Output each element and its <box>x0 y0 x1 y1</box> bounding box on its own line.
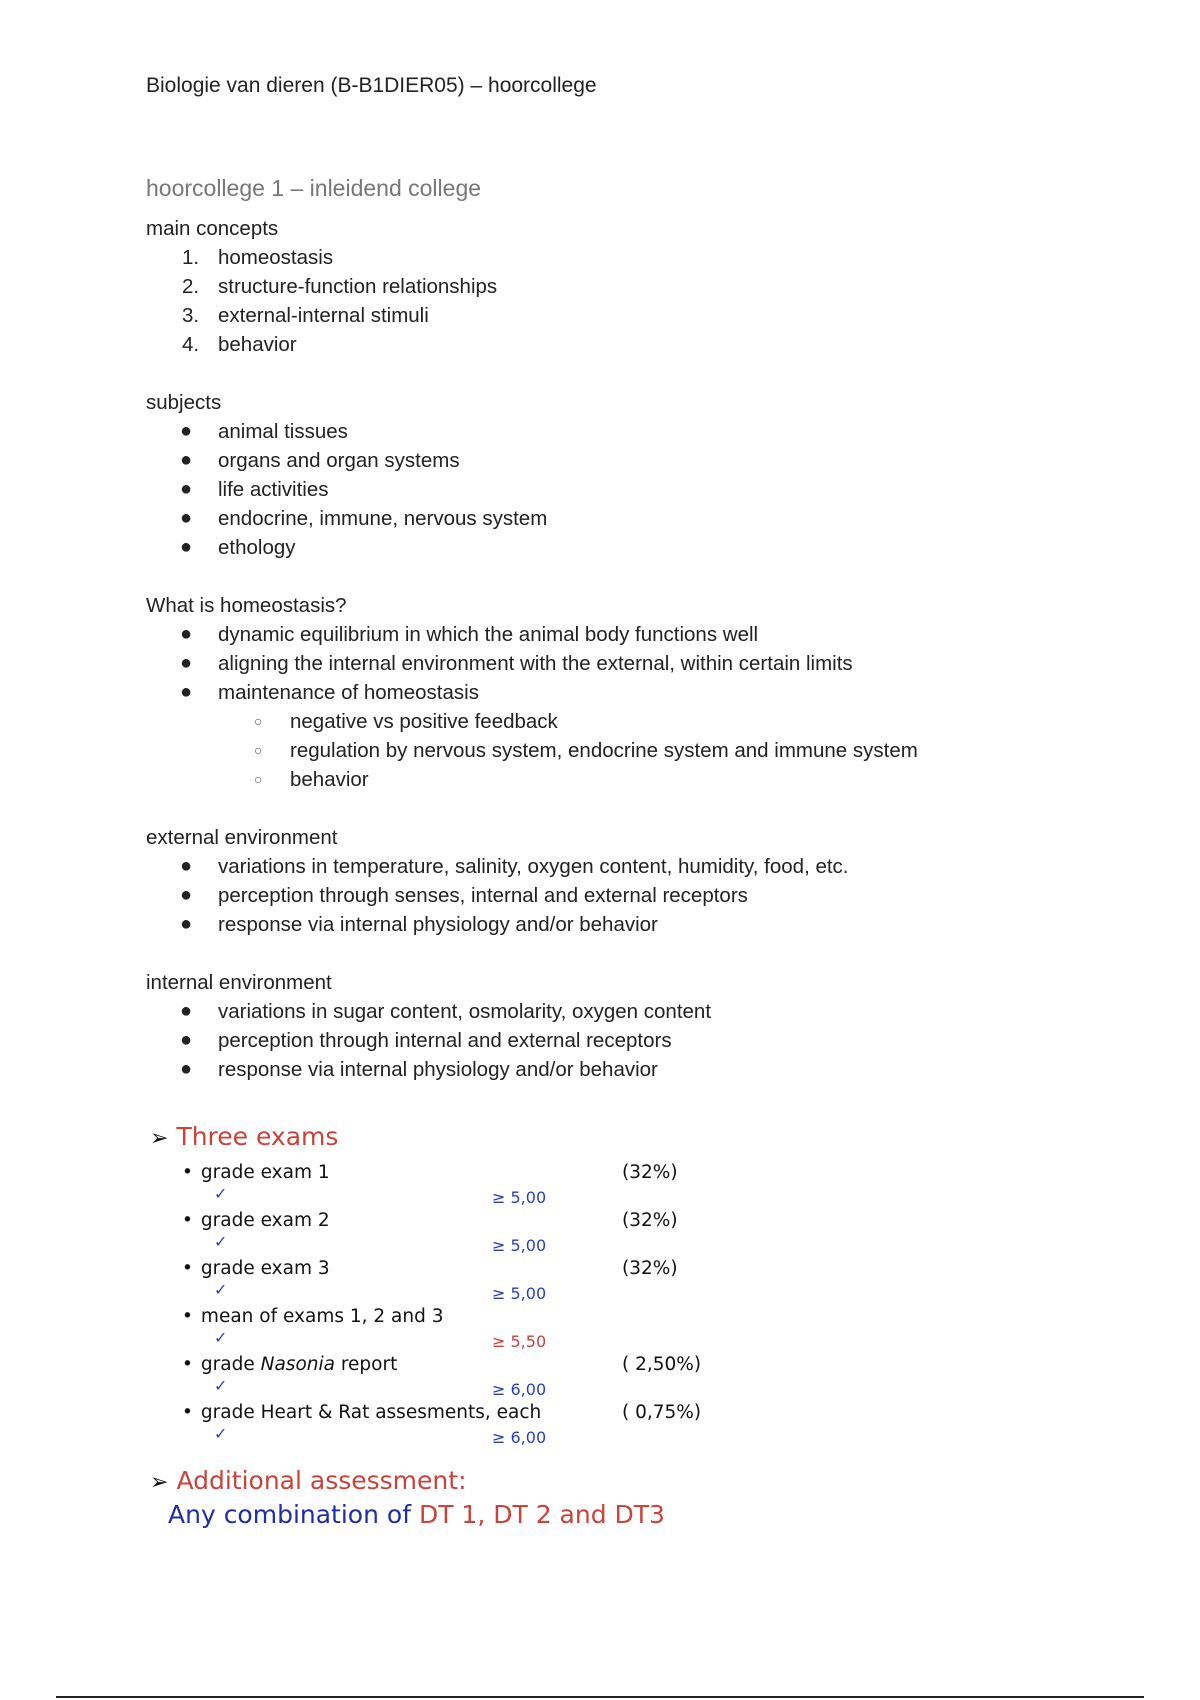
exam-row: • grade exam 1 (32%) <box>182 1162 678 1183</box>
numbered-list <box>146 243 1126 359</box>
bullet-list <box>146 417 1126 562</box>
internal-environment-section <box>146 968 1126 1084</box>
section-heading: main concepts <box>146 217 279 240</box>
main-concepts-section <box>146 214 1126 359</box>
list-item: ● animal tissues <box>146 417 1126 446</box>
circle-bullet-icon: ○ <box>254 713 263 729</box>
bullet-icon: ● <box>180 681 193 703</box>
bullet-icon: ● <box>180 652 193 674</box>
circle-bullet-icon: ○ <box>254 742 263 758</box>
exam-row: • grade Nasonia report ( 2,50%) <box>182 1354 702 1375</box>
bullet-list <box>146 620 1126 707</box>
sub-list-item: ○ negative vs positive feedback <box>146 707 1126 736</box>
threshold-value: ≥ 5,00 <box>492 1284 547 1303</box>
threshold-value: ≥ 5,00 <box>492 1188 547 1207</box>
bullet-icon: ● <box>180 507 193 529</box>
section-heading: external environment <box>146 826 338 849</box>
list-item: 3. external-internal stimuli <box>182 304 429 327</box>
bullet-icon: ● <box>180 913 193 935</box>
list-item: ● maintenance of homeostasis <box>146 678 1126 707</box>
check-icon: ✓ <box>214 1280 228 1299</box>
additional-assessment-heading: ➢ Additional assessment: <box>150 1466 467 1495</box>
lecture-title: hoorcollege 1 – inleidend college <box>146 175 482 201</box>
bullet-icon: ● <box>180 420 193 442</box>
circle-bullet-icon: ○ <box>254 771 263 787</box>
check-icon: ✓ <box>214 1184 228 1203</box>
list-item: ● endocrine, immune, nervous system <box>146 504 1126 533</box>
bullet-list <box>146 997 1126 1084</box>
bullet-icon: ● <box>180 1029 193 1051</box>
threshold-value: ≥ 6,00 <box>492 1380 547 1399</box>
check-icon: ✓ <box>214 1424 228 1443</box>
list-item: ● variations in sugar content, osmolarity, oxygen content <box>146 997 1126 1026</box>
bullet-icon: ● <box>180 478 193 500</box>
threshold-value: ≥ 6,00 <box>492 1428 547 1447</box>
list-item: ● perception through senses, internal and external receptors <box>146 881 1126 910</box>
list-item: ● aligning the internal environment with the external, within certain limits <box>146 649 1126 678</box>
footer-divider <box>56 1696 1144 1698</box>
check-icon: ✓ <box>214 1328 228 1347</box>
section-heading: What is homeostasis? <box>146 594 347 617</box>
list-item: ● organs and organ systems <box>146 446 1126 475</box>
bullet-icon: ● <box>180 623 193 645</box>
homeostasis-section <box>146 591 1126 794</box>
bullet-icon: ● <box>180 884 193 906</box>
exam-slide-image <box>146 1122 706 1532</box>
arrow-bullet-icon: ➢ <box>150 1126 169 1151</box>
threshold-value: ≥ 5,50 <box>492 1332 547 1351</box>
list-item: ● variations in temperature, salinity, oxygen content, humidity, food, etc. <box>146 852 1126 881</box>
notes-content <box>146 214 1126 1113</box>
arrow-bullet-icon: ➢ <box>150 1470 169 1495</box>
subjects-section <box>146 388 1126 562</box>
section-heading: subjects <box>146 391 222 414</box>
sub-list-item: ○ behavior <box>146 765 1126 794</box>
bullet-icon: ● <box>180 855 193 877</box>
sub-list-item: ○ regulation by nervous system, endocrine system and immune system <box>146 736 1126 765</box>
list-item: 4. behavior <box>182 333 297 356</box>
list-item: ● perception through internal and external receptors <box>146 1026 1126 1055</box>
exam-row: • grade Heart & Rat assesments, each ( 0,75%) <box>182 1402 702 1423</box>
exam-row: • mean of exams 1, 2 and 3 <box>182 1306 444 1327</box>
three-exams-heading: ➢ Three exams <box>150 1122 339 1151</box>
sub-bullet-list <box>146 707 1126 794</box>
list-item: 2. structure-function relationships <box>182 275 498 298</box>
bullet-list <box>146 852 1126 939</box>
section-heading: internal environment <box>146 971 332 994</box>
check-icon: ✓ <box>214 1232 228 1251</box>
bullet-icon: ● <box>180 536 193 558</box>
external-environment-section <box>146 823 1126 939</box>
threshold-value: ≥ 5,00 <box>492 1236 547 1255</box>
check-icon: ✓ <box>214 1376 228 1395</box>
list-item: ● life activities <box>146 475 1126 504</box>
list-item: ● response via internal physiology and/or behavior <box>146 1055 1126 1084</box>
list-item: 1. homeostasis <box>182 246 334 269</box>
bullet-icon: ● <box>180 1058 193 1080</box>
page-header: Biologie van dieren (B-B1DIER05) – hoorcollege <box>146 74 597 97</box>
exam-row: • grade exam 2 (32%) <box>182 1210 678 1231</box>
list-item: ● response via internal physiology and/or behavior <box>146 910 1126 939</box>
combination-text: Any combination of DT 1, DT 2 and DT3 <box>168 1500 665 1529</box>
list-item: ● ethology <box>146 533 1126 562</box>
list-item: ● dynamic equilibrium in which the animal body functions well <box>146 620 1126 649</box>
bullet-icon: ● <box>180 1000 193 1022</box>
bullet-icon: ● <box>180 449 193 471</box>
exam-row: • grade exam 3 (32%) <box>182 1258 678 1279</box>
